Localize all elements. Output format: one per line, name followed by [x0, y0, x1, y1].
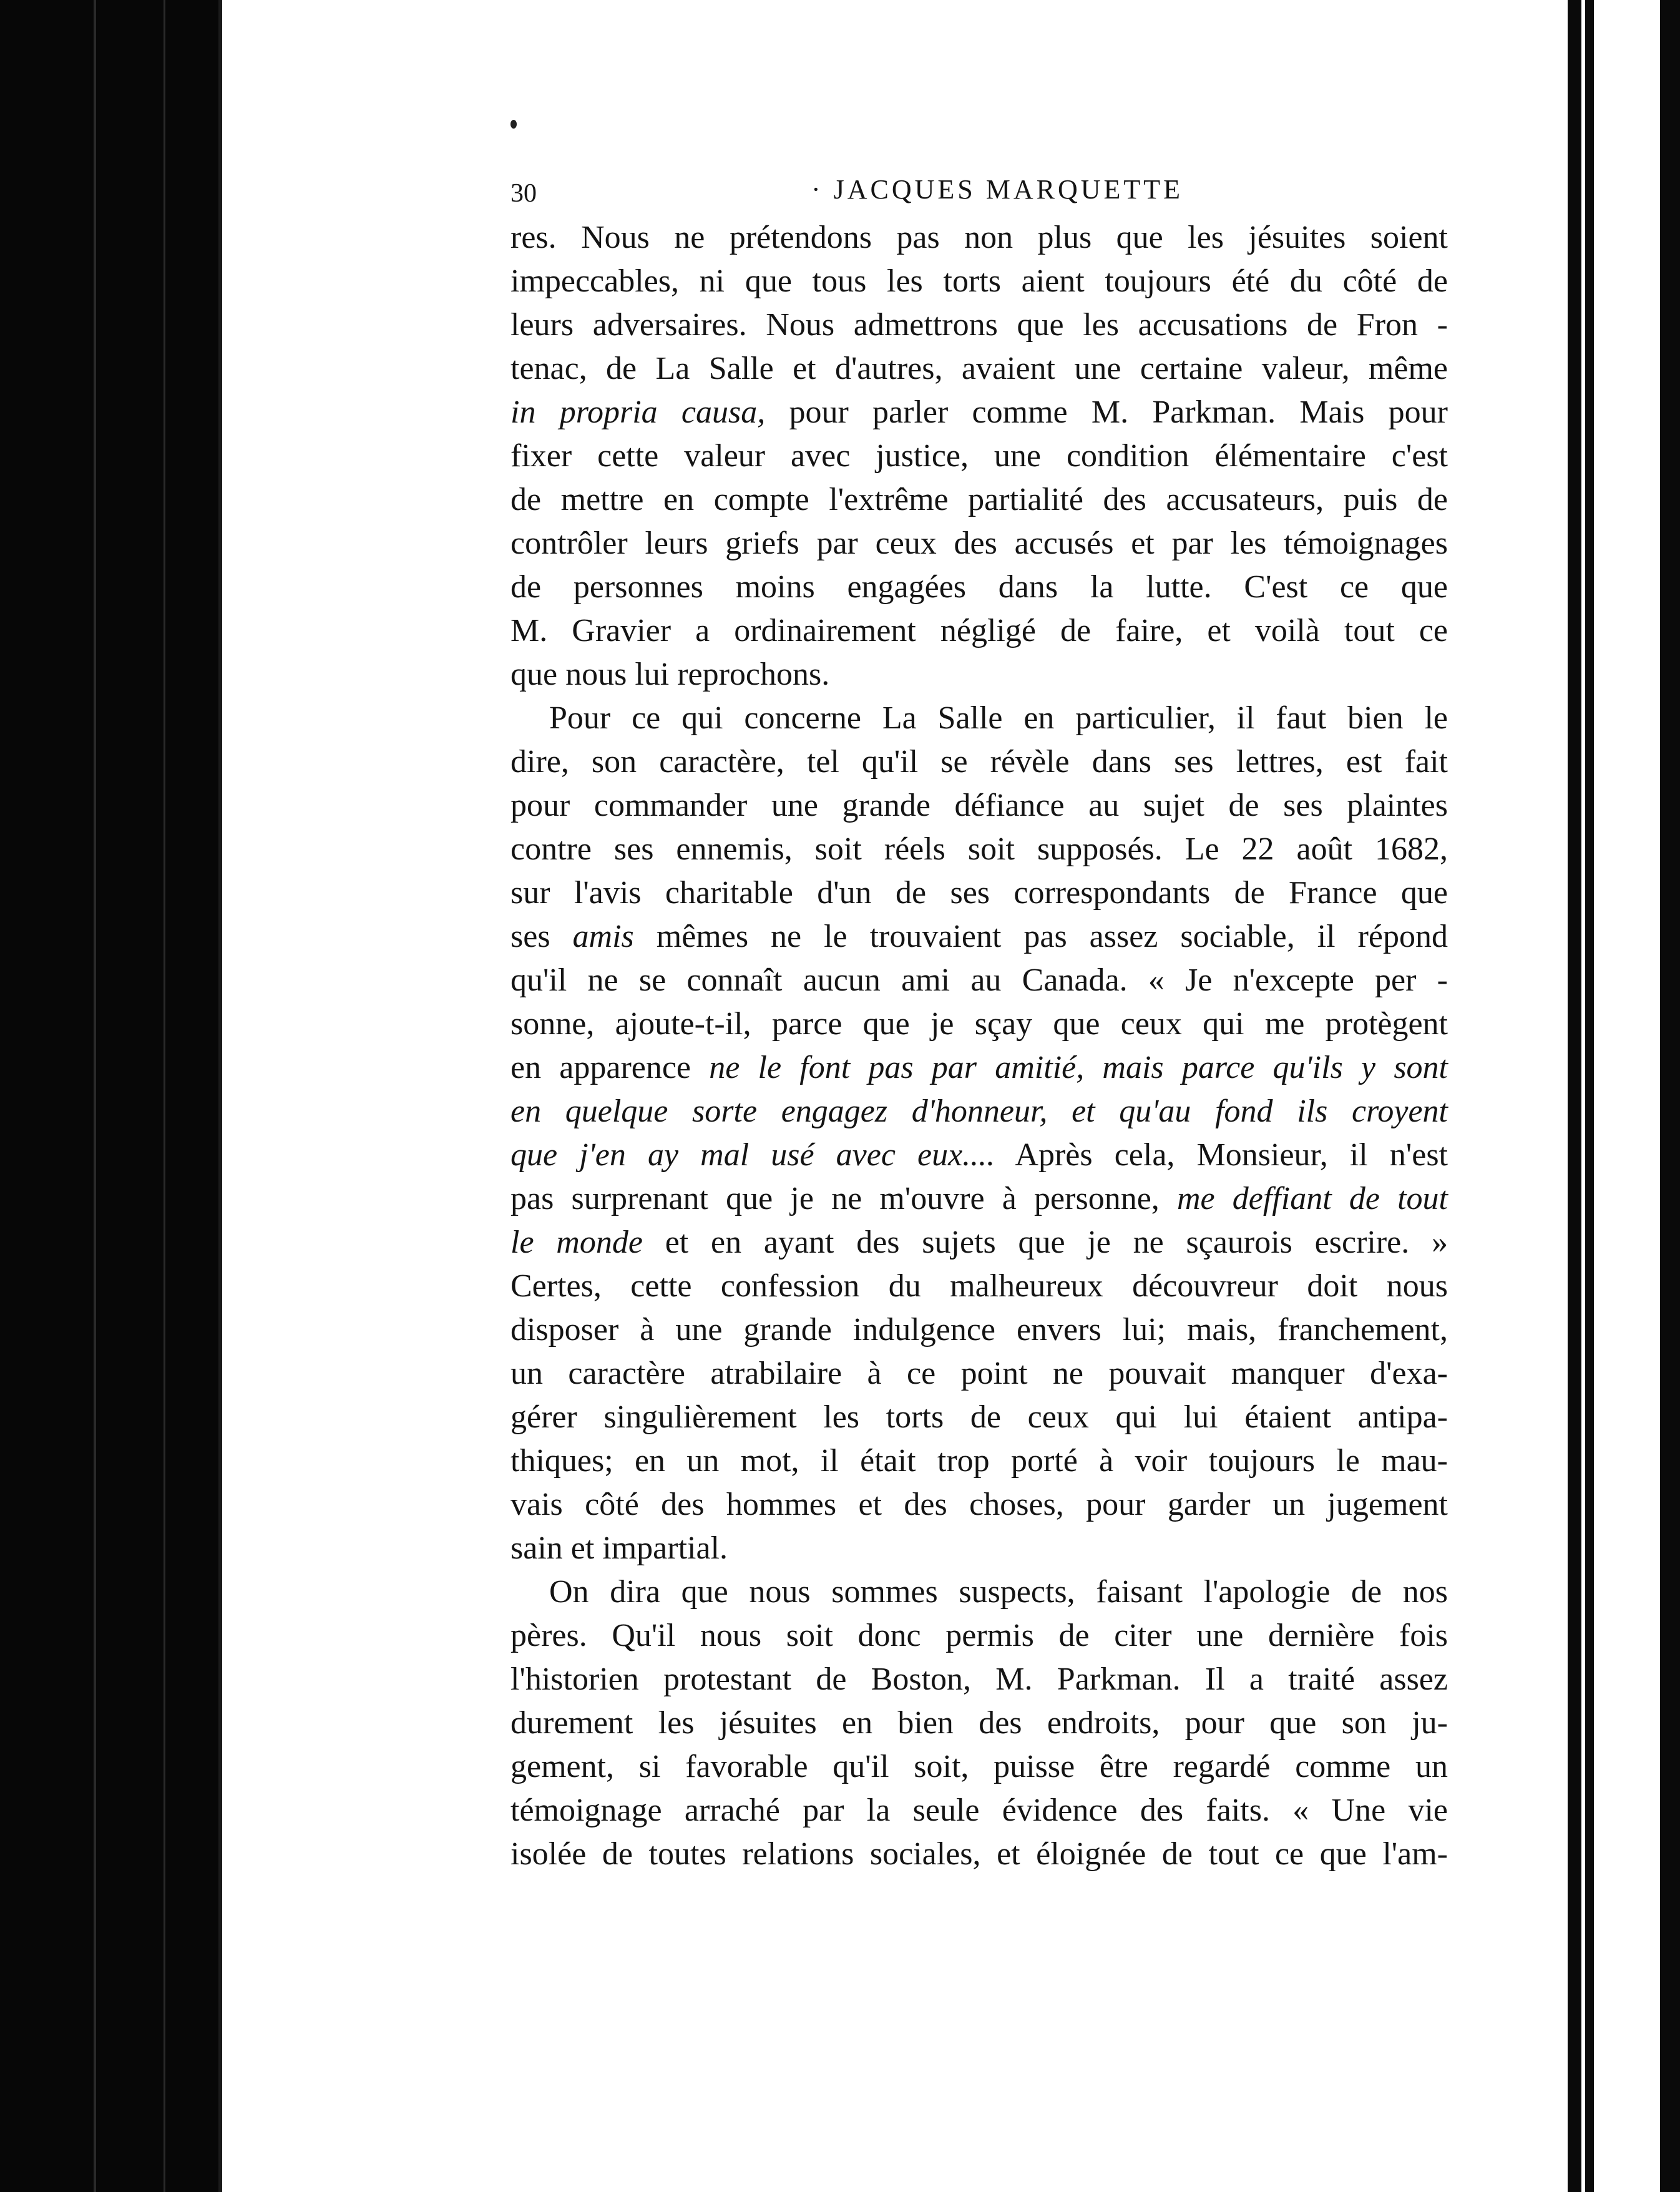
text-segment: pas surprenant que je ne m'ouvre à personne, [510, 1181, 1177, 1216]
text-line [510, 828, 1448, 871]
ink-speck [510, 120, 517, 129]
text-line [510, 1658, 1448, 1701]
text-segment: gement, si favorable qu'il soit, puisse être regardé comme un [510, 1749, 1448, 1784]
text-segment: contre ses ennemis, soit réels soit supposés. Le 22 août 1682, [510, 831, 1448, 867]
running-head: · JACQUES MARQUETTE [811, 174, 1184, 205]
text-line [510, 1527, 1448, 1570]
text-line [510, 1483, 1448, 1527]
text-line [510, 1352, 1448, 1396]
text-line [510, 1133, 1448, 1177]
text-line [510, 1789, 1448, 1832]
text-line [510, 915, 1448, 959]
text-segment: en apparence [510, 1050, 710, 1085]
text-segment: un caractère atrabilaire à ce point ne pouvait manquer d'exa- [510, 1356, 1448, 1391]
text-line [510, 1614, 1448, 1658]
text-segment: contrôler leurs griefs par ceux des accusés et par les témoignages [510, 526, 1448, 561]
text-line [510, 565, 1448, 609]
page-header [510, 167, 1448, 217]
text-segment: mêmes ne le trouvaient pas assez sociable, il répond [633, 919, 1448, 954]
text-segment: M. Gravier a ordinairement négligé de faire, et voilà tout ce [510, 613, 1448, 648]
text-line [510, 653, 1448, 697]
italic-text: amis [572, 919, 634, 954]
right-edge-bar [1568, 0, 1581, 2192]
text-segment: sonne, ajoute-t-il, parce que je sçay que ceux qui me protègent [510, 1006, 1448, 1042]
text-segment: dire, son caractère, tel qu'il se révèle dans ses lettres, est fait [510, 744, 1448, 780]
text-line [510, 609, 1448, 653]
text-line [510, 784, 1448, 828]
text-segment: Après cela, Monsieur, il n'est [995, 1137, 1448, 1173]
spine-edge-line [94, 0, 96, 2192]
text-segment: impeccables, ni que tous les torts aient toujours été du côté de [510, 263, 1448, 299]
text-line [510, 216, 1448, 260]
text-segment: de mettre en compte l'extrême partialité des accusateurs, puis de [510, 482, 1448, 517]
italic-text: que j'en ay mal usé avec eux.... [510, 1137, 995, 1173]
text-line [510, 391, 1448, 434]
text-line [510, 1439, 1448, 1483]
text-segment: vais côté des hommes et des choses, pour garder un jugement [510, 1487, 1448, 1522]
text-line [510, 434, 1448, 478]
page-number: 30 [510, 179, 537, 208]
right-edge-bar [1585, 0, 1594, 2192]
italic-text: ne le font pas par amitié, mais parce qu'ils y sont [709, 1050, 1448, 1085]
text-segment: res. Nous ne prétendons pas non plus que les jésuites soient [510, 220, 1448, 255]
text-segment: sur l'avis charitable d'un de ses correspondants de France que [510, 875, 1448, 911]
text-line [510, 871, 1448, 915]
text-segment: thiques; en un mot, il était trop porté à voir toujours le mau- [510, 1443, 1448, 1479]
text-line [510, 1832, 1448, 1876]
text-segment: pour parler comme M. Parkman. Mais pour [765, 394, 1448, 430]
text-segment: isolée de toutes relations sociales, et éloignée de tout ce que l'am- [510, 1836, 1448, 1872]
text-line [510, 1570, 1448, 1614]
book-spine-shadow [0, 0, 218, 2192]
text-segment: et en ayant des sujets que je ne sçaurois escrire. » [642, 1225, 1448, 1260]
text-segment: que nous lui reprochons. [510, 657, 830, 692]
text-segment: témoignage arraché par la seule évidence des faits. « Une vie [510, 1793, 1448, 1828]
body-text [510, 216, 1448, 1876]
text-segment: ses [510, 919, 573, 954]
text-segment: tenac, de La Salle et d'autres, avaient une certaine valeur, même [510, 351, 1448, 386]
text-line [510, 1265, 1448, 1308]
text-line [510, 522, 1448, 565]
right-edge-bar [1660, 0, 1680, 2192]
text-line [510, 1046, 1448, 1090]
italic-text: in propria causa, [510, 394, 766, 430]
italic-text: le monde [510, 1225, 643, 1260]
text-segment: disposer à une grande indulgence envers lui; mais, franchement, [510, 1312, 1448, 1348]
text-line [510, 1396, 1448, 1439]
text-segment: qu'il ne se connaît aucun ami au Canada. « Je n'excepte per - [510, 962, 1448, 998]
italic-text: en quelque sorte engagez d'honneur, et qu'au fond ils croyent [510, 1094, 1448, 1129]
text-line [510, 1090, 1448, 1133]
text-segment: fixer cette valeur avec justice, une condition élémentaire c'est [510, 438, 1448, 474]
text-line [510, 1308, 1448, 1352]
text-segment: durement les jésuites en bien des endroits, pour que son ju- [510, 1705, 1448, 1741]
text-line [510, 260, 1448, 303]
text-line [510, 347, 1448, 391]
text-segment: de personnes moins engagées dans la lutte. C'est ce que [510, 569, 1448, 605]
text-line [510, 959, 1448, 1002]
text-line [510, 478, 1448, 522]
text-line [510, 1177, 1448, 1221]
text-line [510, 303, 1448, 347]
text-segment: l'historien protestant de Boston, M. Parkman. Il a traité assez [510, 1661, 1448, 1697]
text-segment: Certes, cette confession du malheureux découvreur doit nous [510, 1268, 1448, 1304]
text-segment: leurs adversaires. Nous admettrons que les accusations de Fron - [510, 307, 1448, 343]
text-line [510, 1745, 1448, 1789]
italic-text: me deffiant de tout [1176, 1181, 1448, 1216]
text-segment: sain et impartial. [510, 1530, 728, 1566]
text-segment: pères. Qu'il nous soit donc permis de citer une dernière fois [510, 1618, 1448, 1653]
text-segment: Pour ce qui concerne La Salle en particulier, il faut bien le [549, 700, 1448, 736]
text-segment: pour commander une grande défiance au sujet de ses plaintes [510, 788, 1448, 823]
text-line [510, 1701, 1448, 1745]
text-segment: gérer singulièrement les torts de ceux qui lui étaient antipa- [510, 1399, 1448, 1435]
text-line [510, 740, 1448, 784]
text-line [510, 697, 1448, 740]
text-line [510, 1221, 1448, 1265]
text-line [510, 1002, 1448, 1046]
text-segment: On dira que nous sommes suspects, faisant l'apologie de nos [549, 1574, 1448, 1610]
spine-edge-line [164, 0, 165, 2192]
